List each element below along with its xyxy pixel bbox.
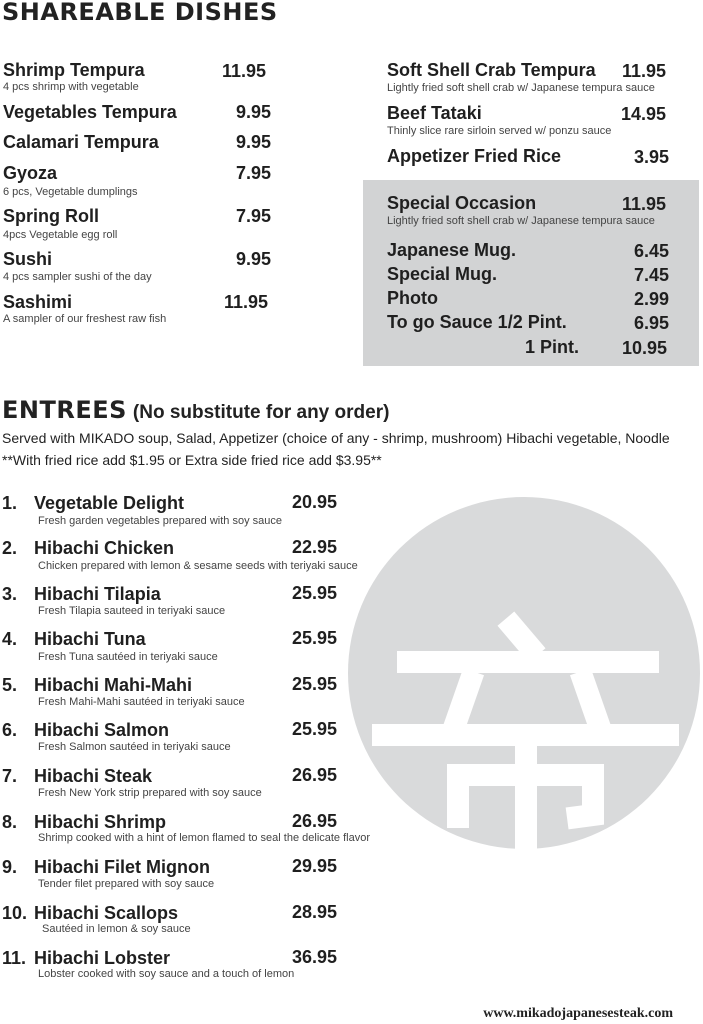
entree-price: 28.95 [292,902,338,922]
menu-item-desc: Lightly fried soft shell crab w/ Japanese tempura sauce [387,82,655,94]
entree-name: Hibachi Tuna [34,629,146,649]
entree-number: 9. [2,857,18,877]
shareable-dishes-title: SHAREABLE DISHES [2,0,278,26]
entree-number: 1. [2,493,18,513]
entree-name: Hibachi Chicken [34,538,175,558]
menu-item-price: 9.95 [236,132,272,152]
special-occasion-desc: Lightly fried soft shell crab w/ Japanese tempura sauce [387,215,655,227]
menu-item-price: 3.95 [634,147,670,167]
menu-item-price: 11.95 [622,61,667,81]
entree-number: 6. [2,720,18,740]
mikado-logo-circle [348,497,700,849]
menu-item-name: Gyoza [3,163,58,183]
mikado-kanji-icon [348,497,700,849]
entree-name: Hibachi Steak [34,766,153,786]
menu-item-price: 14.95 [621,104,667,124]
entree-price: 25.95 [292,674,338,694]
entree-price: 25.95 [292,719,338,739]
menu-item-name: Appetizer Fried Rice [387,146,562,166]
extra-item-name: 1 Pint. [525,337,580,357]
entree-number: 5. [2,675,18,695]
entree-price: 29.95 [292,856,338,876]
entree-price: 22.95 [292,537,338,557]
website-url: www.mikadojapanesesteak.com [483,1006,673,1021]
extra-item-price: 2.99 [634,289,670,309]
special-occasion-name: Special Occasion [387,193,537,213]
entrees-note-fried-rice: **With fried rice add $1.95 or Extra side fried rice add $3.95** [2,452,382,468]
entree-name: Hibachi Salmon [34,720,170,740]
extra-item-price: 6.95 [634,313,670,333]
entree-price: 26.95 [292,765,338,785]
extra-item-price: 10.95 [622,338,668,358]
entrees-title [2,396,389,424]
menu-item-desc: 6 pcs, Vegetable dumplings [3,186,138,198]
entree-name: Hibachi Filet Mignon [34,857,210,877]
entree-desc: Shrimp cooked with a hint of lemon flamed to seal the delicate flavor [38,832,371,844]
menu-item-price: 11.95 [224,292,269,312]
entree-name: Hibachi Shrimp [34,812,167,832]
menu-item-desc: 4 pcs sampler sushi of the day [3,271,152,283]
entree-name: Hibachi Lobster [34,948,171,968]
entrees-subtitle: (No substitute for any order) [132,402,390,423]
entree-desc: Fresh Tuna sautéed in teriyaki sauce [38,651,218,663]
entree-price: 25.95 [292,583,338,603]
entree-price: 25.95 [292,628,338,648]
entree-desc: Lobster cooked with soy sauce and a touch of lemon [38,968,295,980]
entree-number: 10. [2,903,28,923]
entrees-title-text: ENTREES [2,396,127,424]
menu-item-desc: 4pcs Vegetable egg roll [3,229,118,241]
entree-desc: Fresh Salmon sautéed in teriyaki sauce [38,741,231,753]
extra-item-price: 7.45 [634,265,670,285]
menu-item-name: Soft Shell Crab Tempura [387,60,596,80]
entree-number: 2. [2,538,18,558]
entree-desc: Sautéed in lemon & soy sauce [42,923,191,935]
menu-item-name: Sushi [3,249,53,269]
menu-item-name: Beef Tataki [387,103,482,123]
menu-item-price: 9.95 [236,249,272,269]
menu-item-name: Calamari Tempura [3,132,159,152]
extra-item-name: Japanese Mug. [387,240,517,260]
entree-name: Hibachi Mahi-Mahi [34,675,193,695]
entree-name: Vegetable Delight [34,493,185,513]
entrees-note-served-with: Served with MIKADO soup, Salad, Appetizer (choice of any - shrimp, mushroom) Hibachi vegetable, Noodle [2,430,670,446]
menu-item-desc: 4 pcs shrimp with vegetable [3,81,139,93]
entree-number: 3. [2,584,18,604]
entree-name: Hibachi Scallops [34,903,179,923]
entree-desc: Chicken prepared with lemon & sesame seeds with teriyaki sauce [38,560,358,572]
entree-desc: Fresh Mahi-Mahi sautéed in teriyaki sauce [38,696,245,708]
menu-item-price: 11.95 [222,61,267,81]
extra-item-name: To go Sauce 1/2 Pint. [387,312,567,332]
menu-item-price: 7.95 [236,163,272,183]
menu-item-name: Vegetables Tempura [3,102,177,122]
entree-desc: Fresh garden vegetables prepared with soy sauce [38,515,282,527]
menu-item-desc: Thinly slice rare sirloin served w/ ponzu sauce [387,125,612,137]
entree-price: 26.95 [292,811,338,831]
special-occasion-price: 11.95 [622,194,667,214]
entree-number: 7. [2,766,18,786]
entree-number: 4. [2,629,18,649]
entree-desc: Fresh New York strip prepared with soy sauce [38,787,262,799]
entree-number: 8. [2,812,18,832]
menu-item-price: 9.95 [236,102,272,122]
entree-desc: Fresh Tilapia sauteed in teriyaki sauce [38,605,226,617]
entree-price: 36.95 [292,947,338,967]
menu-item-name: Sashimi [3,292,73,312]
entree-name: Hibachi Tilapia [34,584,161,604]
menu-item-price: 7.95 [236,206,272,226]
menu-item-name: Spring Roll [3,206,99,226]
extra-item-price: 6.45 [634,241,670,261]
entree-number: 11. [2,948,27,968]
extra-item-name: Photo [387,288,438,308]
menu-item-desc: A sampler of our freshest raw fish [3,313,167,325]
extra-item-name: Special Mug. [387,264,498,284]
menu-item-name: Shrimp Tempura [3,60,145,80]
entree-desc: Tender filet prepared with soy sauce [38,878,215,890]
entree-price: 20.95 [292,492,338,512]
